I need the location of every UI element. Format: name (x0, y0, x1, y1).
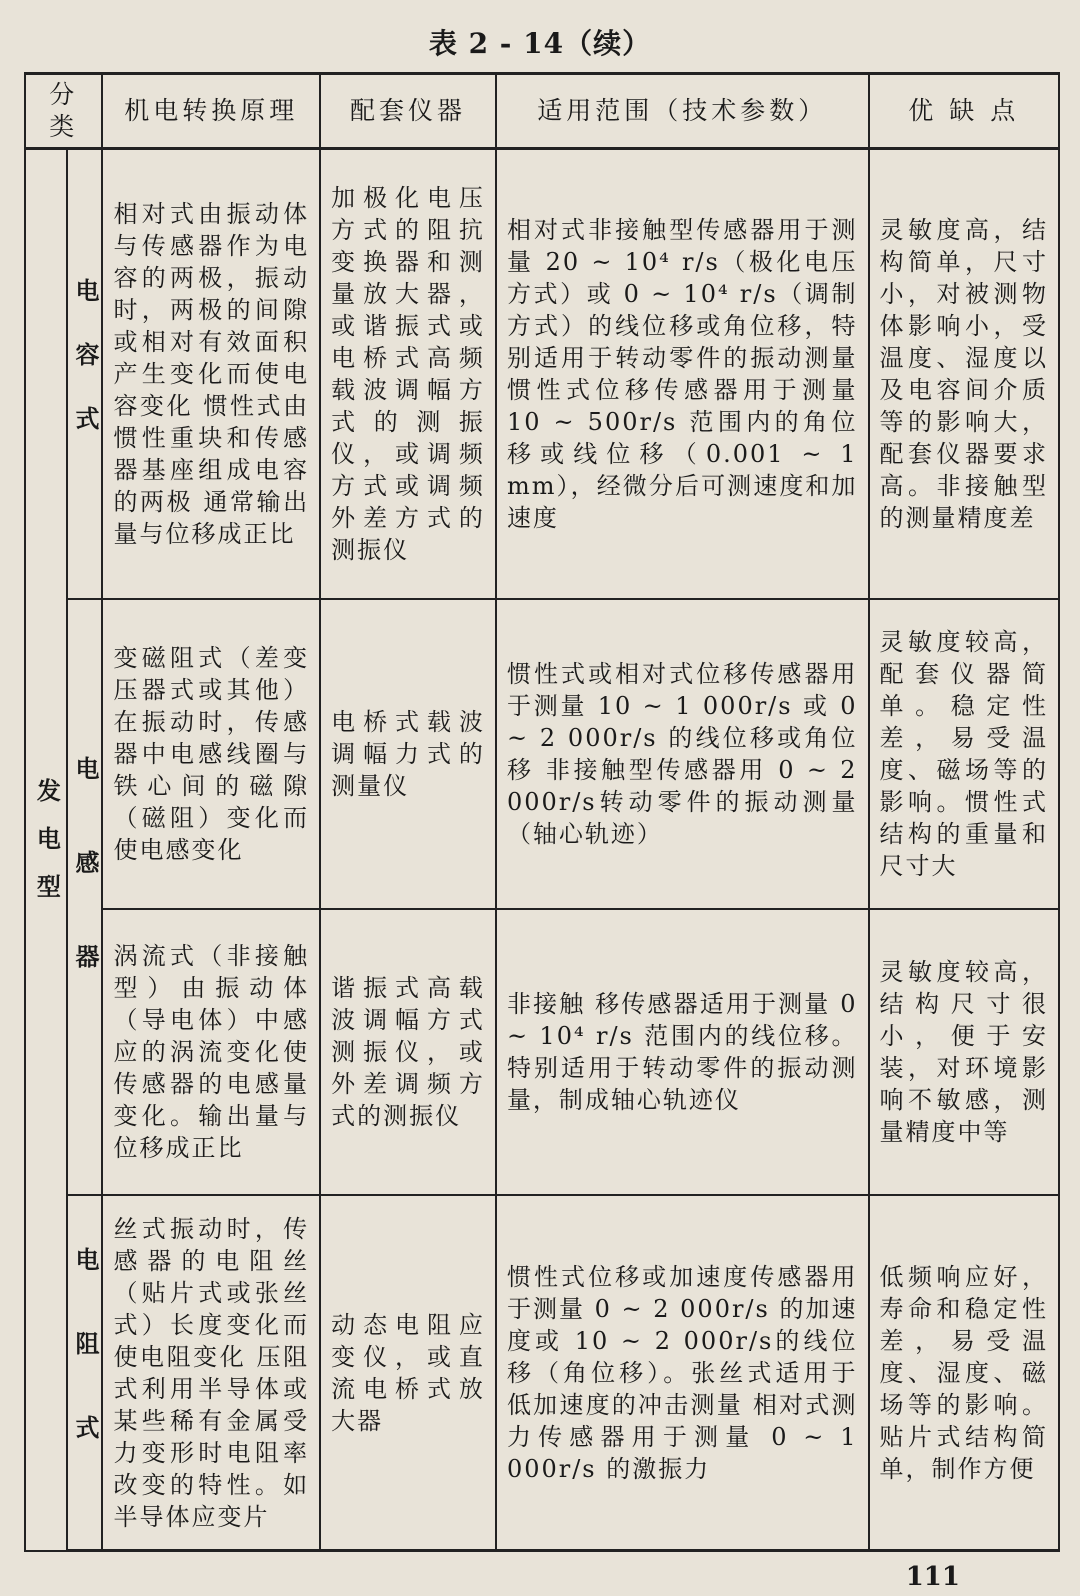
cell-pros-cons: 灵敏度高，结构简单，尺寸小，对被测物体影响小，受温度、湿度以及电容间介质等的影响大，配套仪器要求高。非接触型的测量精度差 (869, 149, 1060, 600)
header-row (25, 74, 1059, 149)
cell-range: 非接触 移传感器适用于测量 0 ~ 10⁴ r/s 范围内的线位移。特别适用于转动零件的振动测量，制成轴心轨迹仪 (496, 909, 869, 1195)
cell-instrument: 动态电阻应变仪，或直流电桥式放大器 (320, 1195, 496, 1551)
header-instrument: 配套仪器 (320, 74, 496, 149)
table-row (25, 1195, 1059, 1551)
page-number: 111 (905, 1562, 960, 1592)
cell-range: 惯性式或相对式位移传感器用于测量 10 ~ 1 000r/s 或 0 ~ 2 000r/s 的线位移或角位移 非接触型传感器用 0 ~ 2 000r/s转动零件的振动测量（轴心轨迹） (496, 599, 869, 909)
table-row (25, 909, 1059, 1195)
group-label-text: 发电型 (32, 777, 62, 922)
header-pros-cons: 优 缺 点 (869, 74, 1060, 149)
cell-range: 相对式非接触型传感器用于测量 20 ~ 10⁴ r/s（极化电压方式）或 0 ~ 10⁴ r/s（调制方式）的线位移或角位移，特别适用于转动零件的振动测量 惯性式位移传感器用于测量 10 ~ 500r/s 范围内的角位移或线位移（0.001 ~ 1 mm），经微分后可测速度和加速度 (496, 149, 869, 600)
cell-pros-cons: 低频响应好，寿命和稳定性差，易受温度、湿度、磁场等的影响。贴片式结构简单，制作方便 (869, 1195, 1060, 1551)
type-inductive: 电感器 (67, 599, 103, 1195)
type-capacitive: 电容式 (67, 149, 103, 600)
cell-pros-cons: 灵敏度较高，结构尺寸很小，便于安装，对环境影响不敏感，测量精度中等 (869, 909, 1060, 1195)
table-row (25, 599, 1059, 909)
cell-pros-cons: 灵敏度较高，配套仪器简单。稳定性差，易受温度、磁场等的影响。惯性式结构的重量和尺寸大 (869, 599, 1060, 909)
cell-range: 惯性式位移或加速度传感器用于测量 0 ~ 2 000r/s 的加速度或 10 ~ 2 000r/s的线位移（角位移）。张丝式适用于低加速度的冲击测量 相对式测力传感器用于测量 0 ~ 1 000r/s 的激振力 (496, 1195, 869, 1551)
cell-instrument: 电桥式载波调幅力式的测量仪 (320, 599, 496, 909)
group-label (25, 149, 67, 1551)
cell-instrument: 谐振式高载波调幅方式测振仪，或外差调频方式的测振仪 (320, 909, 496, 1195)
cell-principle: 丝式振动时，传感器的电阻丝（贴片式或张丝式）长度变化而使电阻变化 压阻式利用半导体或某些稀有金属受力变形时电阻率改变的特性。如半导体应变片 (102, 1195, 320, 1551)
cell-instrument: 加极化电压方式的阻抗变换器和测量放大器，或谐振式或电桥式高频载波调幅方式的测振仪，或调频方式或调频外差方式的测振仪 (320, 149, 496, 600)
table-title: 表 2 - 14（续） (428, 27, 652, 60)
table-row (25, 149, 1059, 600)
header-principle: 机电转换原理 (102, 74, 320, 149)
header-range: 适用范围（技术参数） (496, 74, 869, 149)
cell-principle: 相对式由振动体与传感器作为电容的两极，振动时，两极的间隙或相对有效面积产生变化而使电容变化 惯性式由惯性重块和传感器基座组成电容的两极 通常输出量与位移成正比 (102, 149, 320, 600)
type-resistive: 电阻式 (67, 1195, 103, 1551)
sensor-table (24, 72, 1060, 1552)
cell-principle: 变磁阻式（差变压器式或其他）在振动时，传感器中电感线圈与铁心间的磁隙（磁阻）变化而使电感变化 (102, 599, 320, 909)
cell-principle: 涡流式（非接触型）由振动体（导电体）中感应的涡流变化使传感器的电感量变化。输出量与位移成正比 (102, 909, 320, 1195)
header-category: 分类 (25, 74, 102, 149)
